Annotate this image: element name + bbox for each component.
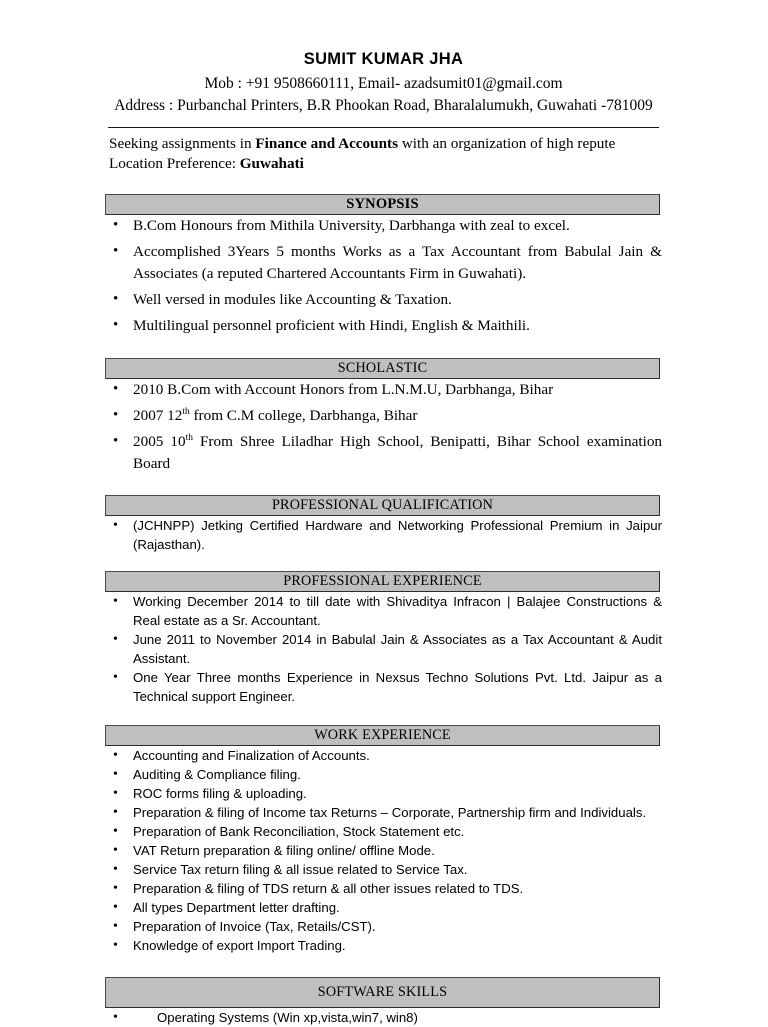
header-divider bbox=[108, 127, 659, 128]
professional-experience-list bbox=[105, 592, 662, 706]
list-item: • Preparation of Bank Reconciliation, Stock Statement etc. bbox=[105, 822, 662, 841]
contact-line: Mob : +91 9508660111, Email- azadsumit01@gmail.com bbox=[204, 75, 563, 92]
scholastic-item3-post: From Shree Liladhar High School, Benipatti, Bihar School examination Board bbox=[133, 433, 663, 472]
ordinal-suffix: th bbox=[185, 432, 193, 443]
list-item: • Preparation of Invoice (Tax, Retails/CST). bbox=[105, 917, 662, 936]
list-item: • Working December 2014 to till date with Shivaditya Infracon | Balajee Constructions & Real estate as a Sr. Accountant. bbox=[105, 592, 662, 630]
section-header-software-skills: SOFTWARE SKILLS bbox=[105, 977, 660, 1008]
objective-line2-bold: Guwahati bbox=[239, 155, 304, 172]
list-item: • Preparation & filing of Income tax Returns – Corporate, Partnership firm and Individuals. bbox=[105, 803, 662, 822]
section-header-professional-experience: PROFESSIONAL EXPERIENCE bbox=[105, 571, 660, 592]
scholastic-item2-post: from C.M college, Darbhanga, Bihar bbox=[189, 407, 418, 424]
list-item: • (JCHNPP) Jetking Certified Hardware and Networking Professional Premium in Jaipur (Rajasthan). bbox=[105, 516, 662, 554]
objective-block bbox=[109, 134, 662, 174]
list-item: • Auditing & Compliance filing. bbox=[105, 765, 662, 784]
list-item: • B.Com Honours from Mithila University, Darbhanga with zeal to excel. bbox=[105, 215, 662, 237]
work-experience-list bbox=[105, 746, 662, 955]
candidate-name: SUMIT KUMAR JHA bbox=[303, 50, 464, 68]
list-item: • Multilingual personnel proficient with Hindi, English & Maithili. bbox=[105, 315, 662, 337]
list-item: • Preparation & filing of TDS return & all other issues related to TDS. bbox=[105, 879, 662, 898]
scholastic-item2-pre: 2007 12 bbox=[133, 407, 183, 424]
professional-qualification-list bbox=[105, 516, 662, 554]
list-item: • One Year Three months Experience in Nexsus Techno Solutions Pvt. Ltd. Jaipur as a Technical support Engineer. bbox=[105, 668, 662, 706]
section-header-professional-qualification: PROFESSIONAL QUALIFICATION bbox=[105, 495, 660, 516]
scholastic-item3-pre: 2005 10 bbox=[133, 433, 186, 450]
list-item bbox=[105, 431, 662, 474]
list-item: • VAT Return preparation & filing online/ offline Mode. bbox=[105, 841, 662, 860]
objective-line1-bold: Finance and Accounts bbox=[255, 135, 399, 152]
list-item: • Knowledge of export Import Trading. bbox=[105, 936, 662, 955]
objective-line1-pre: Seeking assignments in bbox=[109, 135, 256, 152]
list-item: • Accounting and Finalization of Accounts. bbox=[105, 746, 662, 765]
list-item: • Service Tax return filing & all issue related to Service Tax. bbox=[105, 860, 662, 879]
list-item: • Accomplished 3Years 5 months Works as a Tax Accountant from Babulal Jain & Associates (a reputed Chartered Accountants Firm in Guwahati). bbox=[105, 241, 662, 284]
objective-line1-post: with an organization of high repute bbox=[398, 135, 616, 152]
objective-line2-pre: Location Preference: bbox=[109, 155, 240, 172]
section-header-scholastic: SCHOLASTIC bbox=[105, 358, 660, 379]
list-item bbox=[105, 405, 662, 427]
synopsis-list bbox=[105, 215, 662, 336]
list-item: • June 2011 to November 2014 in Babulal Jain & Associates as a Tax Accountant & Audit Assistant. bbox=[105, 630, 662, 668]
list-item: • All types Department letter drafting. bbox=[105, 898, 662, 917]
list-item: • 2010 B.Com with Account Honors from L.N.M.U, Darbhanga, Bihar bbox=[105, 379, 662, 401]
list-item: • Well versed in modules like Accounting & Taxation. bbox=[105, 289, 662, 311]
list-item: • ROC forms filing & uploading. bbox=[105, 784, 662, 803]
section-header-synopsis: SYNOPSIS bbox=[105, 194, 660, 215]
list-item: • Operating Systems (Win xp,vista,win7, win8) bbox=[105, 1008, 662, 1027]
scholastic-list bbox=[105, 379, 662, 474]
objective-line-1 bbox=[109, 134, 662, 154]
software-skills-list bbox=[105, 1008, 662, 1027]
section-header-work-experience: WORK EXPERIENCE bbox=[105, 725, 660, 746]
address-line: Address : Purbanchal Printers, B.R Phookan Road, Bharalalumukh, Guwahati -781009 bbox=[114, 97, 653, 114]
objective-line-2 bbox=[109, 154, 662, 174]
ordinal-suffix: th bbox=[182, 406, 190, 417]
resume-content bbox=[105, 0, 662, 1027]
